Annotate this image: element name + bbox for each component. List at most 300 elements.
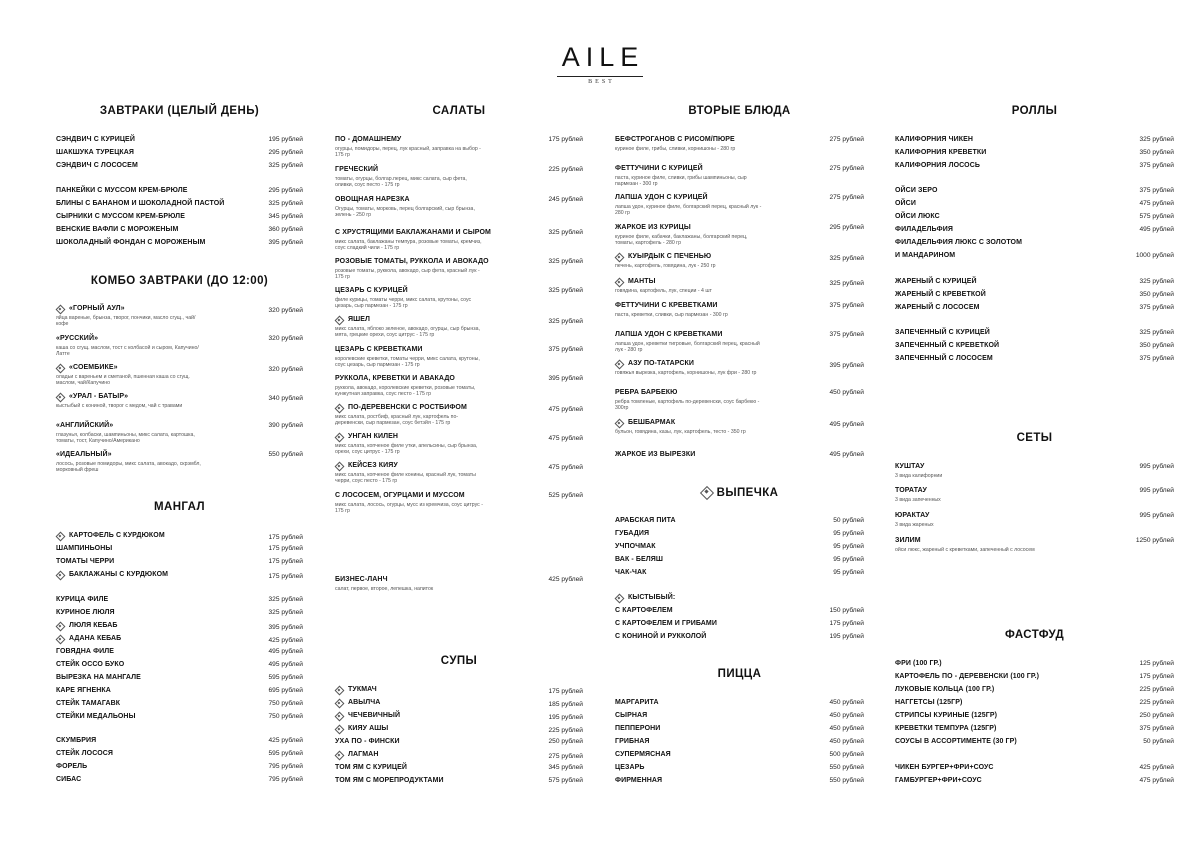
item-price: 375 рублей (548, 346, 583, 353)
menu-item (895, 660, 1174, 671)
ornament-icon (335, 433, 342, 440)
item-price: 350 рублей (1139, 149, 1174, 156)
menu-item (895, 342, 1174, 353)
menu-item (615, 543, 864, 554)
item-name-text: СЫРНАЯ (615, 712, 648, 719)
item-name (335, 196, 410, 203)
item-price: 795 рублей (268, 763, 303, 770)
menu-item (56, 674, 303, 685)
item-name (895, 213, 940, 220)
item-name (895, 725, 996, 732)
menu-item (895, 291, 1174, 302)
section-title (335, 105, 583, 117)
item-name (335, 492, 465, 499)
menu-item (895, 304, 1174, 315)
item-name (895, 487, 927, 494)
item-price: 275 рублей (829, 165, 864, 172)
item-price: 375 рублей (1139, 304, 1174, 311)
item-description: огурцы, помидоры, перец, лук красный, заправка на выбор - 175 гр (335, 146, 481, 159)
item-description: ойси люкс, жареный с креветками, запеченный с лососем (895, 547, 1035, 553)
menu-item (615, 607, 864, 618)
item-name-text: МАРГАРИТА (615, 699, 659, 706)
item-name (615, 530, 649, 537)
menu-item (56, 451, 303, 474)
item-description: 3 вида калифорнии (895, 473, 943, 479)
ornament-icon (335, 686, 342, 693)
item-description: микс салата, баклажаны темпура, розовые томаты, кремчиз, соус сладкий чили - 175 гр (335, 239, 482, 252)
item-price: 795 рублей (268, 776, 303, 783)
item-name-text: ОЙСИ (895, 200, 916, 207)
menu-item (335, 462, 583, 485)
ornament-icon (335, 725, 342, 732)
item-description: лапша удон, креветки тигровые, болгарский перец, красный лук - 280 гр (615, 341, 760, 354)
menu-item (895, 329, 1174, 340)
item-name (895, 162, 980, 169)
item-name-text: СУПЕРМЯСНАЯ (615, 751, 671, 758)
item-name-text: КИЯУ АШЫ (348, 725, 389, 732)
item-price: 175 рублей (268, 573, 303, 580)
item-price: 275 рублей (829, 136, 864, 143)
item-name (615, 224, 691, 231)
menu-item (895, 725, 1174, 736)
item-name-text: СЫРНИКИ С МУССОМ КРЕМ-БРЮЛЕ (56, 213, 185, 220)
menu-item (895, 463, 1174, 479)
item-name-text: ТОМ ЯМ С МОРЕПРОДУКТАМИ (335, 777, 444, 784)
item-name-text: СИБАС (56, 776, 82, 783)
menu-item (335, 346, 583, 369)
section-title-text: СУПЫ (440, 655, 478, 667)
item-name (895, 537, 921, 544)
section-title (56, 275, 303, 287)
item-name-text: ЗАПЕЧЕННЫЙ С КРЕВЕТКОЙ (895, 342, 1000, 349)
item-price: 395 рублей (268, 239, 303, 246)
item-name-text: ВАК - БЕЛЯШ (615, 556, 664, 563)
item-name (615, 699, 659, 706)
item-price: 275 рублей (829, 194, 864, 201)
item-name (335, 725, 388, 732)
item-description: лосось, розовые помидоры, микс салата, авокадо, скрэмбл, морковный фреш (56, 461, 201, 474)
item-name-text: КАРЕ ЯГНЕНКА (56, 687, 111, 694)
menu-item (56, 200, 303, 211)
item-price: 345 рублей (268, 213, 303, 220)
menu-item (56, 776, 303, 787)
item-name-text: ФЕТТУЧИНИ С КРЕВЕТКАМИ (615, 302, 718, 309)
item-name (615, 136, 735, 143)
menu-item (56, 136, 303, 147)
menu-item (895, 213, 1174, 224)
item-price: 750 рублей (268, 713, 303, 720)
menu-item (895, 239, 1174, 250)
item-description: руккола, авокадо, королевские креветки, розовые томаты, кунжутная заправка, соус песто - 175 гр (335, 385, 476, 398)
item-name (895, 463, 924, 470)
item-price: 275 рублей (548, 753, 583, 760)
item-description: лапша удон, куриное филе, болгарский перец, красный лук - 280 гр (615, 204, 762, 217)
ornament-icon (335, 751, 342, 758)
menu-item (615, 517, 864, 528)
item-price: 325 рублей (829, 255, 864, 262)
menu-item (615, 360, 864, 376)
item-name-text: БАКЛАЖАНЫ С КУРДЮКОМ (69, 571, 169, 578)
item-description: каша со сгущ. маслом, тост с колбасой и сыром, Капучино/Латте (56, 345, 199, 358)
item-price: 350 рублей (1139, 342, 1174, 349)
item-price: 295 рублей (268, 187, 303, 194)
menu-item (56, 239, 303, 250)
item-name (615, 556, 663, 563)
menu-item (56, 187, 303, 198)
section-title (56, 105, 303, 117)
item-name (335, 316, 370, 323)
ornament-icon (56, 532, 63, 539)
item-name (56, 737, 96, 744)
item-description: бульон, говядина, казы, лук, картофель, тесто - 350 гр (615, 429, 746, 435)
menu-item (615, 253, 864, 269)
item-name (895, 512, 929, 519)
item-price: 95 рублей (833, 569, 864, 576)
item-price: 575 рублей (1139, 213, 1174, 220)
item-name-text: ПЕППЕРОНИ (615, 725, 661, 732)
item-name (895, 686, 994, 693)
item-price: 195 рублей (829, 633, 864, 640)
item-name-text: СЭНДВИЧ С КУРИЦЕЙ (56, 136, 135, 143)
item-name-text: АЗУ ПО-ТАТАРСКИ (628, 360, 695, 367)
menu-item (615, 751, 864, 762)
item-name-text: КАЛИФОРНИЯ КРЕВЕТКИ (895, 149, 987, 156)
item-name-text: ОЙСИ ЗЕРО (895, 187, 938, 194)
item-name-text: ЛЮЛЯ КЕБАБ (69, 622, 118, 629)
item-name (56, 335, 98, 342)
item-name-text: С КАРТОФЕЛЕМ (615, 607, 673, 614)
item-name (56, 622, 118, 629)
item-name-text: ЖАРКОЕ ИЗ ВЫРЕЗКИ (615, 451, 696, 458)
ornament-icon (335, 462, 342, 469)
menu-item (615, 594, 864, 605)
item-description: говядина, картофель, лук, специи - 4 шт (615, 288, 712, 294)
menu-item (56, 622, 303, 633)
menu-item (895, 136, 1174, 147)
item-name (895, 239, 1022, 246)
item-name-text: РЕБРА БАРБЕКЮ (615, 389, 678, 396)
item-price: 150 рублей (829, 607, 864, 614)
menu-item (335, 576, 583, 592)
menu-column (895, 0, 1174, 849)
item-name-text: КЕЙСЕЗ КИЯУ (348, 462, 398, 469)
item-price: 425 рублей (548, 576, 583, 583)
item-description: томаты, огурцы, болгар.перец, микс салата, сыр фета, оливки, соус песто - 175 гр (335, 176, 467, 189)
item-name-text: «АНГЛИЙСКИЙ» (56, 422, 114, 429)
item-price: 550 рублей (829, 764, 864, 771)
ornament-icon (56, 305, 63, 312)
item-name (56, 674, 141, 681)
menu-item (615, 569, 864, 580)
item-price: 495 рублей (268, 661, 303, 668)
menu-item (615, 194, 864, 217)
menu-item (335, 777, 583, 788)
item-description: яйца вареные, брынза, творог, пончики, масло сгущ., чай/кофе (56, 315, 196, 328)
item-name-text: ФИЛАДЕЛЬФИЯ ЛЮКС С ЗОЛОТОМ (895, 239, 1023, 246)
menu-item (895, 537, 1174, 553)
item-name-text: «ИДЕАЛЬНЫЙ» (56, 451, 112, 458)
item-name (56, 393, 128, 400)
item-name-text: ЗИЛИМ (895, 537, 921, 544)
item-name-text: ЖАРЕНЫЙ С КРЕВЕТКОЙ (895, 291, 986, 298)
menu-item (56, 532, 303, 543)
item-name (56, 200, 224, 207)
item-name (56, 763, 87, 770)
item-name (895, 712, 997, 719)
section-title-text: ВЫПЕЧКА (716, 487, 779, 499)
item-name (335, 258, 489, 265)
item-name (615, 278, 656, 285)
menu-item (615, 530, 864, 541)
menu-item (615, 389, 864, 412)
menu-item (56, 571, 303, 582)
menu-item (56, 545, 303, 556)
item-price: 595 рублей (268, 750, 303, 757)
item-price: 350 рублей (1139, 291, 1174, 298)
menu-item (335, 433, 583, 456)
item-price: 475 рублей (1139, 200, 1174, 207)
item-name-text: СТЕЙК ТАМАГАВК (56, 700, 121, 707)
item-name-text: ФИРМЕННАЯ (615, 777, 663, 784)
item-name (895, 660, 942, 667)
menu-item (895, 686, 1174, 697)
item-name (335, 404, 467, 411)
item-name-text: БЕФСТРОГАНОВ С РИСОМ/ПЮРЕ (615, 136, 735, 143)
ornament-icon (56, 571, 63, 578)
menu-item (895, 162, 1174, 173)
item-name-text: ЖАРЕНЫЙ С КУРИЦЕЙ (895, 278, 977, 285)
section-title-text: ПИЦЦА (717, 668, 762, 680)
menu-item (56, 596, 303, 607)
item-description: микс салата, копченое филе утки, апельсины, сыр брынза, орехи, соус цитрус - 175 гр (335, 443, 478, 456)
item-price: 325 рублей (268, 162, 303, 169)
item-name (56, 687, 111, 694)
item-name-text: «РУССКИЙ» (56, 335, 99, 342)
item-price: 425 рублей (268, 737, 303, 744)
item-name (615, 764, 645, 771)
item-name (615, 738, 650, 745)
menu-item (56, 364, 303, 387)
item-name (56, 136, 135, 143)
menu-item (895, 777, 1174, 788)
item-name (615, 517, 676, 524)
item-name-text: КАЛИФОРНИЯ ЧИКЕН (895, 136, 974, 143)
menu-item (615, 725, 864, 736)
item-name-text: ЦЕЗАРЬ (615, 764, 645, 771)
item-name (895, 738, 1017, 745)
item-name (895, 291, 986, 298)
item-price: 550 рублей (268, 451, 303, 458)
menu-item (615, 699, 864, 710)
ornament-icon (335, 404, 342, 411)
item-price: 175 рублей (1139, 673, 1174, 680)
menu-item (615, 331, 864, 354)
menu-item (56, 422, 303, 445)
item-price: 325 рублей (548, 318, 583, 325)
item-description: говяжья вырезка, картофель, корнишоны, лук фри - 280 гр (615, 370, 757, 376)
item-name (615, 594, 675, 601)
item-name-text: ТОМ ЯМ С КУРИЦЕЙ (335, 764, 408, 771)
section-title (335, 655, 583, 667)
item-description: ребра томленые, картофель по-деревенски, соус барбекю - 300гр (615, 399, 760, 412)
ornament-icon (335, 699, 342, 706)
item-name-text: «УРАЛ - БАТЫР» (69, 393, 129, 400)
item-name-text: ЧЕЧЕВИЧНЫЙ (348, 712, 401, 719)
item-name (335, 346, 423, 353)
menu-item (615, 224, 864, 247)
section-title (615, 668, 864, 680)
item-description: паста, куриное филе, сливки, грибы шампиньоны, сыр пармезан - 300 гр (615, 175, 747, 188)
item-price: 325 рублей (268, 609, 303, 616)
menu-item (615, 165, 864, 188)
item-name-text: ЯШЕЛ (348, 316, 371, 323)
item-name-text: АДАНА КЕБАБ (69, 635, 122, 642)
item-price: 175 рублей (548, 688, 583, 695)
item-name-text: РОЗОВЫЕ ТОМАТЫ, РУККОЛА И АВОКАДО (335, 258, 489, 265)
item-name (335, 375, 455, 382)
item-name-text: ЛАПША УДОН С КРЕВЕТКАМИ (615, 331, 723, 338)
item-price: 495 рублей (829, 451, 864, 458)
item-price: 995 рублей (1139, 512, 1174, 519)
menu-item (56, 750, 303, 761)
item-name-text: ГРЕЧЕСКИЙ (335, 166, 379, 173)
item-name-text: АВЫЛЧА (348, 699, 381, 706)
item-name-text: С КАРТОФЕЛЕМ И ГРИБАМИ (615, 620, 717, 627)
menu-item (335, 375, 583, 398)
item-name-text: УЧПОЧМАК (615, 543, 656, 550)
item-price: 360 рублей (268, 226, 303, 233)
item-name-text: КУРИЦА ФИЛЕ (56, 596, 109, 603)
ornament-icon (56, 364, 63, 371)
item-price: 750 рублей (268, 700, 303, 707)
item-price: 495 рублей (268, 648, 303, 655)
ornament-icon (701, 486, 712, 497)
section-title-text: ЗАВТРАКИ (ЦЕЛЫЙ ДЕНЬ) (99, 105, 260, 117)
item-price: 345 рублей (548, 764, 583, 771)
menu-item (56, 713, 303, 724)
item-description: паста, креветки, сливки, сыр пармезан - 300 гр (615, 312, 728, 318)
item-name (56, 635, 121, 642)
item-description: оладьи с вареньем и сметаной, пшенная каша со сгущ. маслом, чай/Капучино (56, 374, 190, 387)
section-title-text: ВТОРЫЕ БЛЮДА (688, 105, 791, 117)
ornament-icon (335, 316, 342, 323)
item-name-text: С ЛОСОСЕМ, ОГУРЦАМИ И МУССОМ (335, 492, 465, 499)
item-name (615, 777, 662, 784)
item-price: 395 рублей (268, 624, 303, 631)
item-price: 375 рублей (1139, 187, 1174, 194)
item-price: 295 рублей (829, 224, 864, 231)
ornament-icon (615, 253, 622, 260)
item-price: 250 рублей (1139, 712, 1174, 719)
section-title-text: САЛАТЫ (432, 105, 486, 117)
section-title (56, 501, 303, 513)
item-name (615, 419, 675, 426)
item-name-text: ТОМАТЫ ЧЕРРИ (56, 558, 115, 565)
item-price: 475 рублей (548, 406, 583, 413)
item-name-text: С ХРУСТЯЩИМИ БАКЛАЖАНАМИ И СЫРОМ (335, 229, 491, 236)
menu-item (615, 738, 864, 749)
item-price: 395 рублей (829, 362, 864, 369)
item-name (615, 543, 656, 550)
item-name (335, 751, 378, 758)
item-name-text: КАРТОФЕЛЬ ПО - ДЕРЕВЕНСКИ (100 ГР.) (895, 673, 1040, 680)
item-name (56, 545, 112, 552)
item-description: печень, картофель, говядина, лук - 250 гр (615, 263, 716, 269)
menu-item (56, 149, 303, 160)
item-price: 325 рублей (1139, 329, 1174, 336)
menu-item (56, 558, 303, 569)
menu-column (615, 0, 864, 849)
menu-column (335, 0, 583, 849)
item-name (895, 200, 916, 207)
item-price: 595 рублей (268, 674, 303, 681)
item-price: 475 рублей (548, 435, 583, 442)
item-description: салат, первое, второе, лепешка, напиток (335, 586, 434, 592)
item-price: 295 рублей (268, 149, 303, 156)
menu-item (335, 287, 583, 310)
item-name (615, 360, 694, 367)
item-price: 1250 рублей (1135, 537, 1174, 544)
item-name-text: БИЗНЕС-ЛАНЧ (335, 576, 388, 583)
section-title (615, 486, 864, 499)
item-price: 995 рублей (1139, 487, 1174, 494)
item-name-text: КЫСТЫБЫЙ: (628, 594, 676, 601)
item-name (56, 700, 120, 707)
item-price: 325 рублей (268, 596, 303, 603)
item-name (56, 532, 165, 539)
item-description: микс салата, ростбиф, красный лук, картофель по-деревенски, сыр пармезан, соус бетэйя - 175 гр (335, 414, 459, 427)
menu-item (335, 699, 583, 710)
item-name-text: ЛАПША УДОН С КУРИЦЕЙ (615, 194, 708, 201)
item-name (615, 607, 673, 614)
item-name-text: ОВОЩНАЯ НАРЕЗКА (335, 196, 410, 203)
item-name (56, 226, 178, 233)
item-price: 95 рублей (833, 556, 864, 563)
menu-item (895, 187, 1174, 198)
brand-name: AILE (561, 42, 645, 72)
ornament-icon (56, 393, 63, 400)
item-price: 450 рублей (829, 738, 864, 745)
section-title (895, 432, 1174, 444)
item-name-text: АРАБСКАЯ ПИТА (615, 517, 676, 524)
menu-item (56, 763, 303, 774)
section-title-text: СЕТЫ (1016, 432, 1053, 444)
menu-item (335, 258, 583, 281)
item-name-text: «ГОРНЫЙ АУЛ» (69, 305, 125, 312)
item-name-text: ШАМПИНЬОНЫ (56, 545, 113, 552)
item-price: 450 рублей (829, 699, 864, 706)
item-price: 495 рублей (829, 421, 864, 428)
menu-item (615, 712, 864, 723)
item-price: 500 рублей (829, 751, 864, 758)
item-price: 185 рублей (548, 701, 583, 708)
item-name-text: КАРТОФЕЛЬ С КУРДЮКОМ (69, 532, 165, 539)
item-name-text: ШОКОЛАДНЫЙ ФОНДАН С МОРОЖЕНЫМ (56, 239, 206, 246)
menu-item (56, 305, 303, 328)
item-name (56, 187, 188, 194)
item-name-text: ЖАРКОЕ ИЗ КУРИЦЫ (615, 224, 691, 231)
item-name (895, 355, 993, 362)
item-name (335, 764, 407, 771)
section-title (895, 629, 1174, 641)
item-name (56, 609, 115, 616)
item-price: 95 рублей (833, 543, 864, 550)
item-name (615, 165, 703, 172)
item-price: 375 рублей (1139, 162, 1174, 169)
menu-item (615, 451, 864, 462)
item-price: 325 рублей (1139, 136, 1174, 143)
item-name (335, 712, 400, 719)
